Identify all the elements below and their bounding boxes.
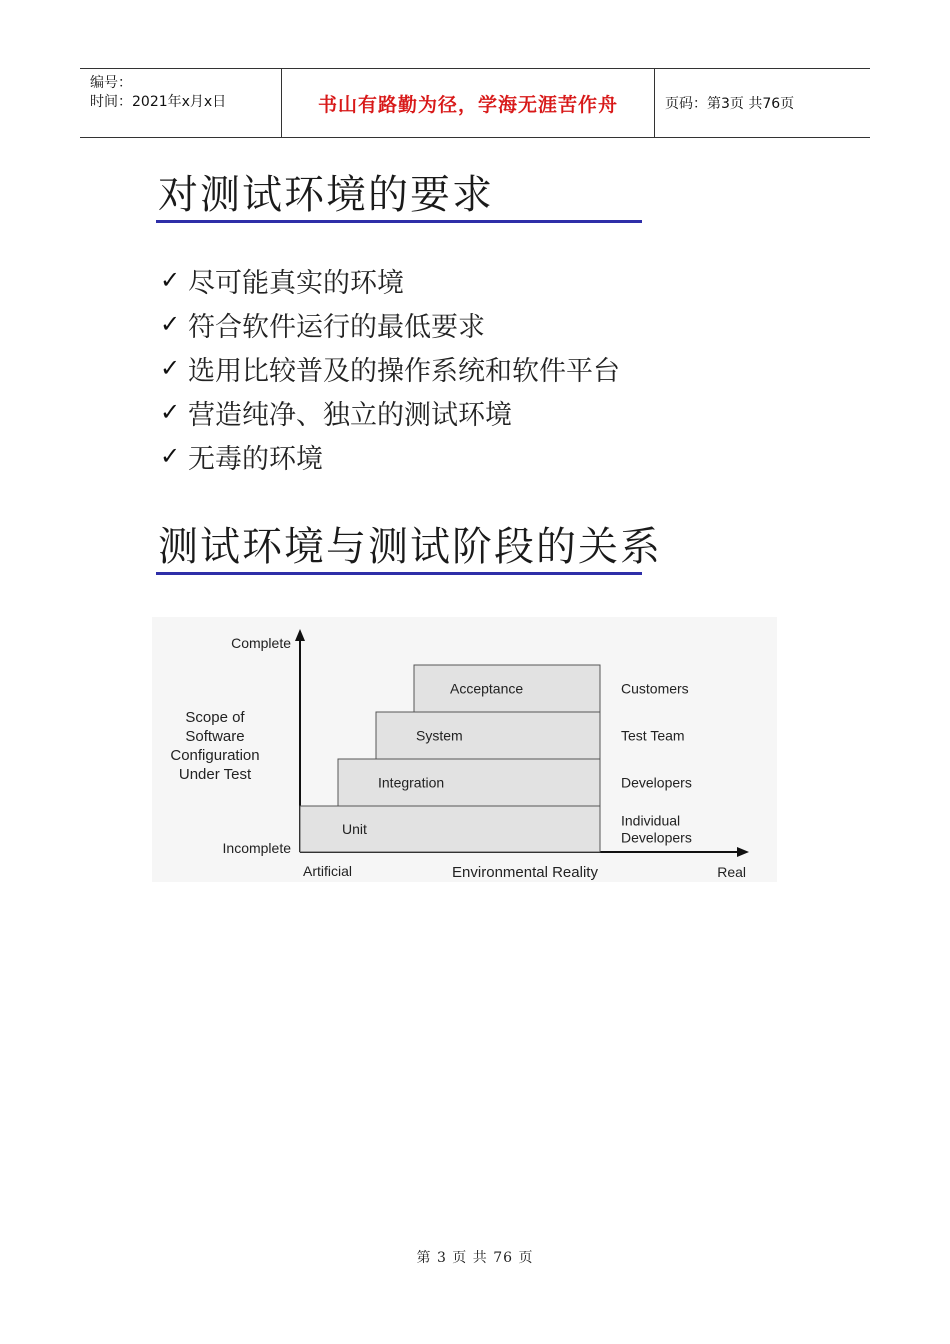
check-icon: ✓ bbox=[160, 266, 181, 294]
stage-role-label: Test Team bbox=[621, 727, 685, 744]
check-icon: ✓ bbox=[160, 310, 181, 338]
section2-underline bbox=[156, 572, 642, 575]
stage-label: Unit bbox=[342, 821, 367, 837]
header-meta-cell bbox=[80, 69, 281, 137]
date-label: 时间：2021年x月x日 bbox=[90, 94, 227, 110]
motto-text: 书山有路勤为径，学海无涯苦作舟 bbox=[317, 93, 618, 116]
list-item-text: 符合软件运行的最低要求 bbox=[188, 311, 485, 343]
list-item bbox=[160, 434, 620, 478]
header-page-cell bbox=[655, 69, 870, 137]
header-motto-cell bbox=[281, 69, 655, 137]
check-icon: ✓ bbox=[160, 354, 181, 382]
y-top-label: Complete bbox=[231, 635, 291, 651]
page-footer: 第 3 页 共 76 页 bbox=[416, 1250, 534, 1266]
list-item-text: 选用比较普及的操作系统和软件平台 bbox=[188, 355, 620, 387]
check-icon: ✓ bbox=[160, 442, 181, 470]
list-item bbox=[160, 390, 620, 434]
y-bottom-label: Incomplete bbox=[222, 840, 291, 856]
stage-role-label: Developers bbox=[621, 774, 692, 791]
section1-title: 对测试环境的要求 bbox=[158, 172, 494, 218]
y-title-line: Software bbox=[185, 728, 245, 745]
page-header bbox=[80, 68, 870, 138]
page-code: 页码：第3页 共76页 bbox=[665, 96, 795, 112]
x-right-label: Real bbox=[717, 864, 746, 880]
stage-box-system bbox=[376, 712, 600, 759]
test-stage-diagram bbox=[152, 617, 777, 882]
list-item-text: 尽可能真实的环境 bbox=[188, 267, 404, 299]
x-title-label: Environmental Reality bbox=[452, 864, 598, 881]
list-item bbox=[160, 302, 620, 346]
x-left-label: Artificial bbox=[303, 863, 353, 879]
section1-underline bbox=[156, 220, 642, 223]
stage-label: Integration bbox=[378, 774, 445, 791]
check-icon: ✓ bbox=[160, 398, 181, 426]
requirements-list bbox=[160, 258, 620, 478]
y-title-line: Under Test bbox=[178, 766, 252, 783]
y-title-line: Configuration bbox=[170, 747, 260, 764]
stage-role-label: Customers bbox=[621, 680, 689, 697]
list-item-text: 无毒的环境 bbox=[188, 443, 323, 475]
stage-role-label: Developers bbox=[621, 829, 692, 846]
stage-label: Acceptance bbox=[450, 680, 524, 697]
y-title-line: Scope of bbox=[185, 709, 245, 726]
stage-role-label: Individual bbox=[621, 812, 681, 829]
list-item-text: 营造纯净、独立的测试环境 bbox=[188, 399, 512, 431]
stage-label: System bbox=[416, 727, 463, 744]
section2-title: 测试环境与测试阶段的关系 bbox=[158, 524, 662, 570]
list-item bbox=[160, 258, 620, 302]
list-item bbox=[160, 346, 620, 390]
serial-label: 编号： bbox=[90, 75, 132, 91]
